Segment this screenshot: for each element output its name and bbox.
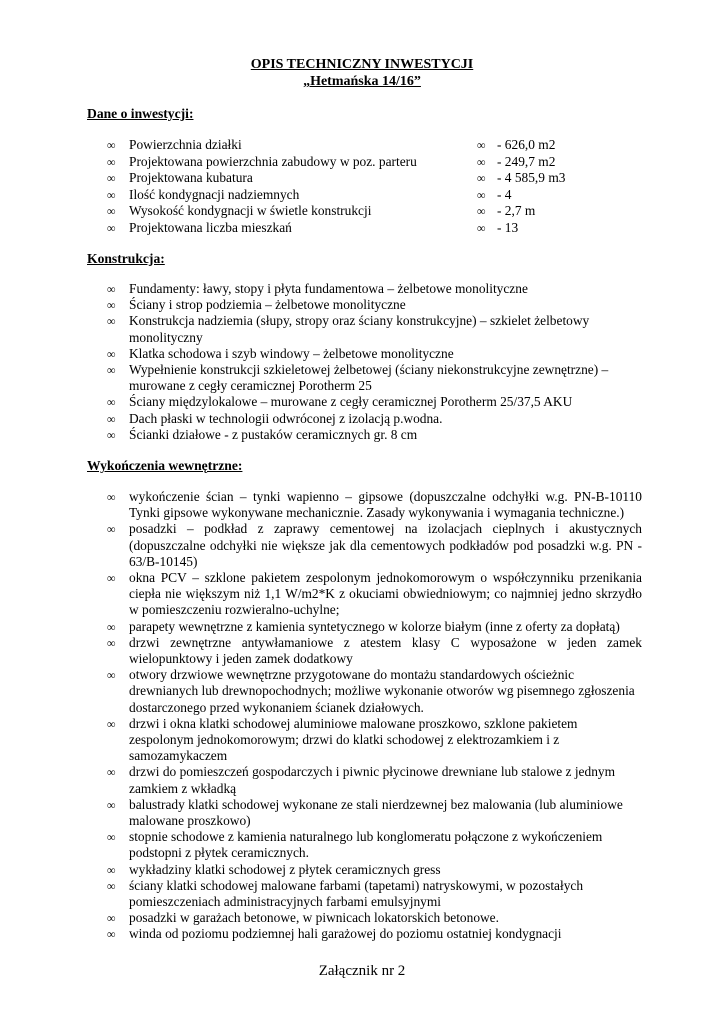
dane-list [0, 137, 724, 237]
wykonczenia-item [0, 619, 642, 635]
document-title [0, 56, 724, 90]
title-line-2: „Hetmańska 14/16” [303, 74, 421, 89]
bullet-icon: ∞ [107, 862, 116, 877]
bullet-icon: ∞ [477, 204, 486, 219]
wykonczenia-text: parapety wewnętrzne z kamienia syntetycznego w kolorze białym (inne z oferty za dopłatą) [129, 618, 620, 634]
bullet-icon: ∞ [477, 220, 486, 235]
dane-label: Projektowana powierzchnia zabudowy w poz. parteru [129, 153, 417, 169]
bullet-icon: ∞ [107, 204, 116, 219]
dane-value: - 13 [497, 219, 519, 235]
footer-annex: Załącznik nr 2 [318, 963, 406, 979]
bullet-icon: ∞ [107, 878, 116, 893]
bullet-icon: ∞ [107, 282, 116, 296]
section-heading-konstrukcja: Konstrukcja: [87, 251, 165, 266]
bullet-icon: ∞ [107, 635, 116, 650]
konstrukcja-text: Dach płaski w technologii odwróconej z izolacją p.wodna. [129, 410, 443, 426]
dane-value: - 4 [497, 186, 512, 202]
dane-label: Projektowana kubatura [129, 170, 253, 186]
bullet-icon: ∞ [107, 154, 116, 169]
bullet-icon: ∞ [107, 571, 116, 586]
dane-item [0, 220, 724, 237]
section-heading-wykonczenia: Wykończenia wewnętrzne: [87, 458, 243, 473]
bullet-icon: ∞ [107, 395, 116, 410]
wykonczenia-text: drzwi do pomieszczeń gospodarczych i piwnic płycinowe drewniane lub stalowe z jednym zamkiem z wkładką [129, 764, 615, 796]
wykonczenia-text: posadzki w garażach betonowe, w piwnicach lokatorskich betonowe. [129, 910, 499, 926]
konstrukcja-item [0, 281, 620, 297]
bullet-icon: ∞ [107, 363, 116, 378]
bullet-icon: ∞ [107, 411, 116, 426]
konstrukcja-text: Ścianki działowe - z pustaków ceramicznych gr. 8 cm [129, 426, 418, 442]
wykonczenia-text: winda od poziomu podziemnej hali garażowej do poziomu ostatniej kondygnacji [129, 926, 562, 942]
dane-item [0, 187, 724, 204]
wykonczenia-text: balustrady klatki schodowej wykonane ze stali nierdzewnej bez malowania (lub aluminiowe malowane proszkowo) [129, 796, 623, 829]
dane-item [0, 137, 724, 154]
wykonczenia-item [0, 926, 642, 942]
konstrukcja-item [0, 411, 620, 427]
konstrukcja-item [0, 313, 620, 345]
konstrukcja-text: Fundamenty: ławy, stopy i płyta fundamentowa – żelbetowe monolityczne [129, 281, 528, 296]
bullet-icon: ∞ [107, 668, 116, 683]
dane-value: - 4 585,9 m3 [497, 170, 566, 186]
bullet-icon: ∞ [477, 171, 486, 186]
wykonczenia-item [0, 797, 642, 829]
bullet-icon: ∞ [107, 138, 116, 152]
wykonczenia-text: otwory drzwiowe wewnętrzne przygotowane do montażu standardowych ościeżnic drewnianych lub drewnopochodnych; możliwe wykonanie otworów wg pisemnego zgłoszenia dostarczonego przed wykonaniem ścianek działowych. [129, 667, 635, 715]
wykonczenia-item [0, 716, 642, 765]
wykonczenia-text: stopnie schodowe z kamienia naturalnego lub konglomeratu połączone z wykończeniem podstopni z płytek ceramicznych. [129, 829, 603, 861]
dane-label: Wysokość kondygnacji w świetle konstrukcji [129, 203, 372, 219]
dane-item [0, 170, 724, 187]
bullet-icon: ∞ [107, 911, 116, 926]
dane-value: - 626,0 m2 [497, 137, 556, 152]
bullet-icon: ∞ [107, 490, 116, 504]
wykonczenia-item [0, 764, 642, 796]
wykonczenia-item [0, 862, 642, 878]
wykonczenia-item [0, 878, 642, 910]
wykonczenia-item [0, 829, 642, 861]
dane-label: Projektowana liczba mieszkań [129, 219, 292, 235]
wykonczenia-item [0, 635, 642, 667]
konstrukcja-item [0, 362, 620, 394]
bullet-icon: ∞ [107, 171, 116, 186]
dane-label: Ilość kondygnacji nadziemnych [129, 186, 300, 202]
wykonczenia-list [0, 489, 642, 943]
bullet-icon: ∞ [477, 154, 486, 169]
bullet-icon: ∞ [107, 220, 116, 235]
bullet-icon: ∞ [107, 830, 116, 845]
bullet-icon: ∞ [477, 187, 486, 202]
konstrukcja-item [0, 427, 620, 443]
konstrukcja-item [0, 297, 620, 313]
konstrukcja-text: Ściany międzylokalowe – murowane z cegły ceramicznej Porotherm 25/37,5 AKU [129, 394, 573, 410]
bullet-icon: ∞ [107, 522, 116, 537]
bullet-icon: ∞ [107, 797, 116, 812]
wykonczenia-text: ściany klatki schodowej malowane farbami (tapetami) natryskowymi, w pozostałych pomieszczeniach administracyjnych farbami emulsyjnymi [129, 877, 584, 910]
bullet-icon: ∞ [107, 346, 116, 361]
wykonczenia-text: okna PCV – szklone pakietem zespolonym jednokomorowym o współczynniku przenikania ciepła nie większym niż 1,1 W/m2*K z okuciami obwiedniowym; co najmniej jedno skrzydło w pomieszczeniu rozwieralno-uchylne; [129, 570, 642, 618]
wykonczenia-text: wykładziny klatki schodowej z płytek ceramicznych gress [129, 861, 441, 877]
dane-item [0, 154, 724, 171]
konstrukcja-item [0, 394, 620, 410]
konstrukcja-text: Wypełnienie konstrukcji szkieletowej żelbetowej (ściany niekonstrukcyjne zewnętrzne) – murowane z cegły ceramicznej Porotherm 25 [129, 362, 609, 394]
konstrukcja-list [0, 281, 620, 443]
bullet-icon: ∞ [107, 298, 116, 313]
wykonczenia-text: wykończenie ścian – tynki wapienno – gipsowe (dopuszczalne odchyłki w.g. PN-B-10110 Tynki gipsowe wykonywane mechanicznie. Zasady wykonywania i wymagania techniczne.) [129, 489, 642, 521]
bullet-icon: ∞ [107, 314, 116, 329]
title-line-1: OPIS TECHNICZNY INWESTYCJI [250, 57, 474, 72]
wykonczenia-item [0, 667, 642, 716]
wykonczenia-text: posadzki – podkład z zaprawy cementowej na izolacjach cieplnych i akustycznych (dopuszczalne odchyłki nie większe jak dla cementowych podkładów pod posadzki w.g. PN - 63/B-10145) [129, 521, 642, 569]
dane-value: - 249,7 m2 [497, 153, 556, 169]
bullet-icon: ∞ [477, 138, 486, 152]
wykonczenia-text: drzwi zewnętrzne antywłamaniowe z atestem klasy C wyposażone w jeden zamek wielopunktowy i jeden zamek dodatkowy [129, 634, 642, 667]
bullet-icon: ∞ [107, 619, 116, 634]
section-heading-dane: Dane o inwestycji: [87, 106, 194, 121]
dane-value: - 2,7 m [497, 203, 536, 219]
konstrukcja-text: Ściany i strop podziemia – żelbetowe monolityczne [129, 297, 406, 313]
wykonczenia-item [0, 521, 642, 570]
bullet-icon: ∞ [107, 716, 116, 731]
dane-item [0, 203, 724, 220]
konstrukcja-text: Klatka schodowa i szyb windowy – żelbetowe monolityczne [129, 345, 454, 361]
bullet-icon: ∞ [107, 765, 116, 780]
konstrukcja-text: Konstrukcja nadziemia (słupy, stropy oraz ściany konstrukcyjne) – szkielet żelbetowy monolityczny [129, 313, 590, 345]
dane-label: Powierzchnia działki [129, 137, 242, 152]
bullet-icon: ∞ [107, 187, 116, 202]
wykonczenia-item [0, 489, 642, 521]
wykonczenia-item [0, 910, 642, 926]
wykonczenia-item [0, 570, 642, 619]
wykonczenia-text: drzwi i okna klatki schodowej aluminiowe malowane proszkowo, szklone pakietem zespolonym jednokomorowym; drzwi do klatki schodowej z elektrozamkiem i z samozamykaczem [129, 715, 578, 764]
bullet-icon: ∞ [107, 427, 116, 442]
konstrukcja-item [0, 346, 620, 362]
bullet-icon: ∞ [107, 927, 116, 942]
